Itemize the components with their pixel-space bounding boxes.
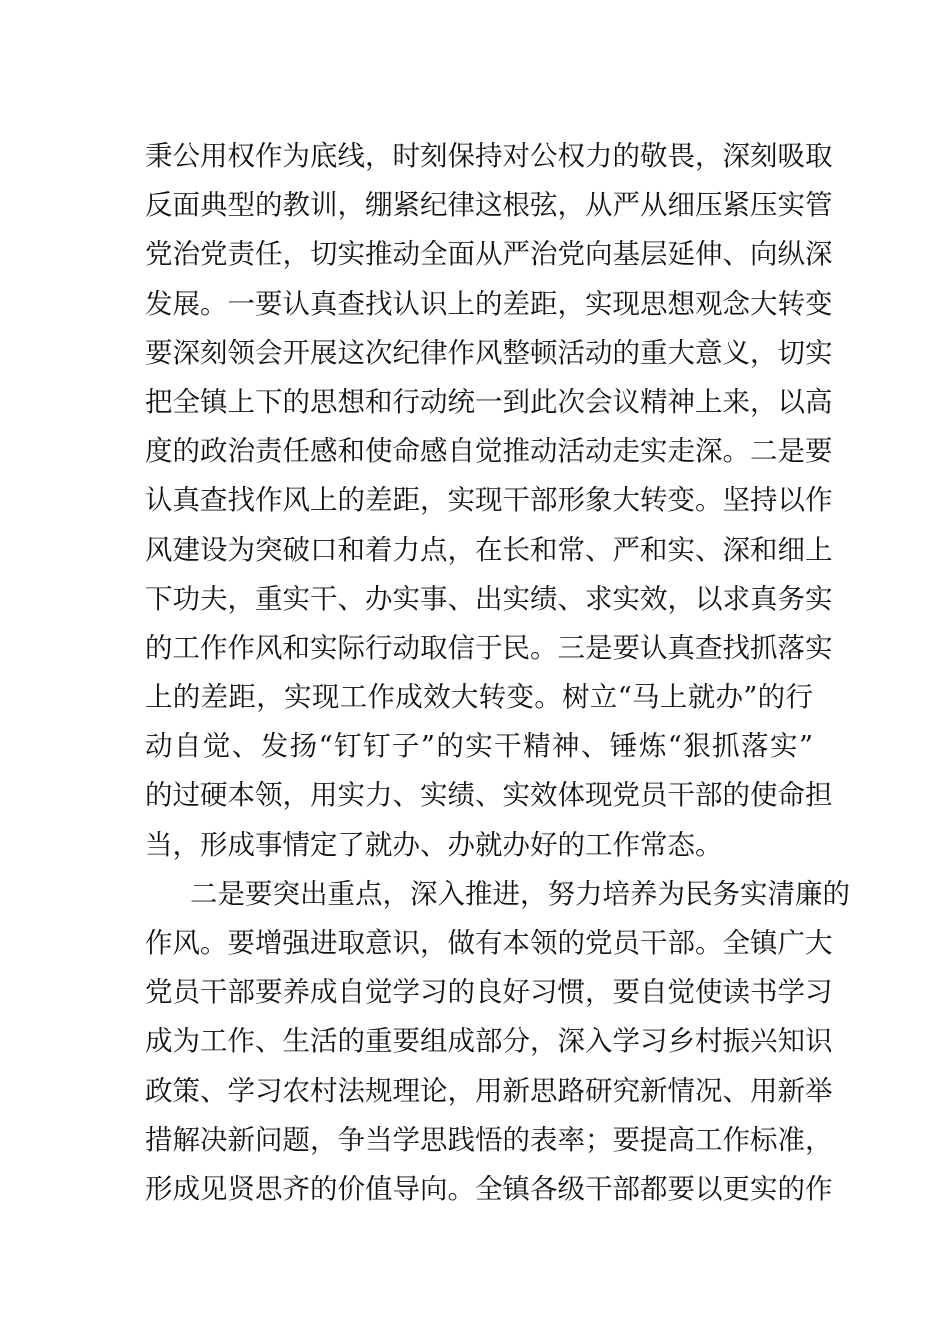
text-line: 的工作作风和实际行动取信于民。三是要认真查找抓落实 [145,631,833,664]
text-line: 秉公用权作为底线，时刻保持对公权力的敬畏，深刻吸取 [145,140,833,172]
text-line: 下功夫，重实干、办实事、出实绩、求实效，以求真务实 [145,582,833,615]
text-line: 发展。一要认真查找认识上的差距，实现思想观念大转变 [145,287,833,320]
text-line: 认真查找作风上的差距，实现干部形象大转变。坚持以作 [145,484,833,517]
text-line: 动自觉、发扬“钉钉子”的实干精神、锤炼“狠抓落实” [145,730,813,763]
text-line: 风建设为突破口和着力点，在长和常、严和实、深和细上 [145,533,833,566]
text-line: 政策、学习农村法规理论，用新思路研究新情况、用新举 [145,1074,833,1107]
text-line: 的过硬本领，用实力、实绩、实效体现党员干部的使命担 [145,779,833,812]
text-line: 度的政治责任感和使命感自觉推动活动走实走深。二是要 [145,435,833,468]
text-line: 成为工作、生活的重要组成部分，深入学习乡村振兴知识 [145,1025,833,1058]
text-line: 反面典型的教训，绷紧纪律这根弦，从严从细压紧压实管 [145,189,833,222]
text-line: 把全镇上下的思想和行动统一到此次会议精神上来，以高 [145,385,833,418]
paragraph-first-line: 二是要突出重点，深入推进，努力培养为民务实清廉的 [190,877,850,910]
text-line: 党治党责任，切实推动全面从严治党向基层延伸、向纵深 [145,238,833,271]
text-line: 要深刻领会开展这次纪律作风整顿活动的重大意义，切实 [145,336,833,369]
text-line: 措解决新问题，争当学思践悟的表率；要提高工作标准， [145,1123,833,1156]
text-line: 形成见贤思齐的价值导向。全镇各级干部都要以更实的作 [145,1172,833,1205]
text-line: 党员干部要养成自觉学习的良好习惯，要自觉使读书学习 [145,976,833,1009]
body-text [145,132,850,1214]
text-line: 当，形成事情定了就办、办就办好的工作常态。 [145,828,723,861]
text-line: 作风。要增强进取意识，做有本领的党员干部。全镇广大 [145,927,833,959]
text-line: 上的差距，实现工作成效大转变。树立“马上就办”的行 [145,681,813,714]
